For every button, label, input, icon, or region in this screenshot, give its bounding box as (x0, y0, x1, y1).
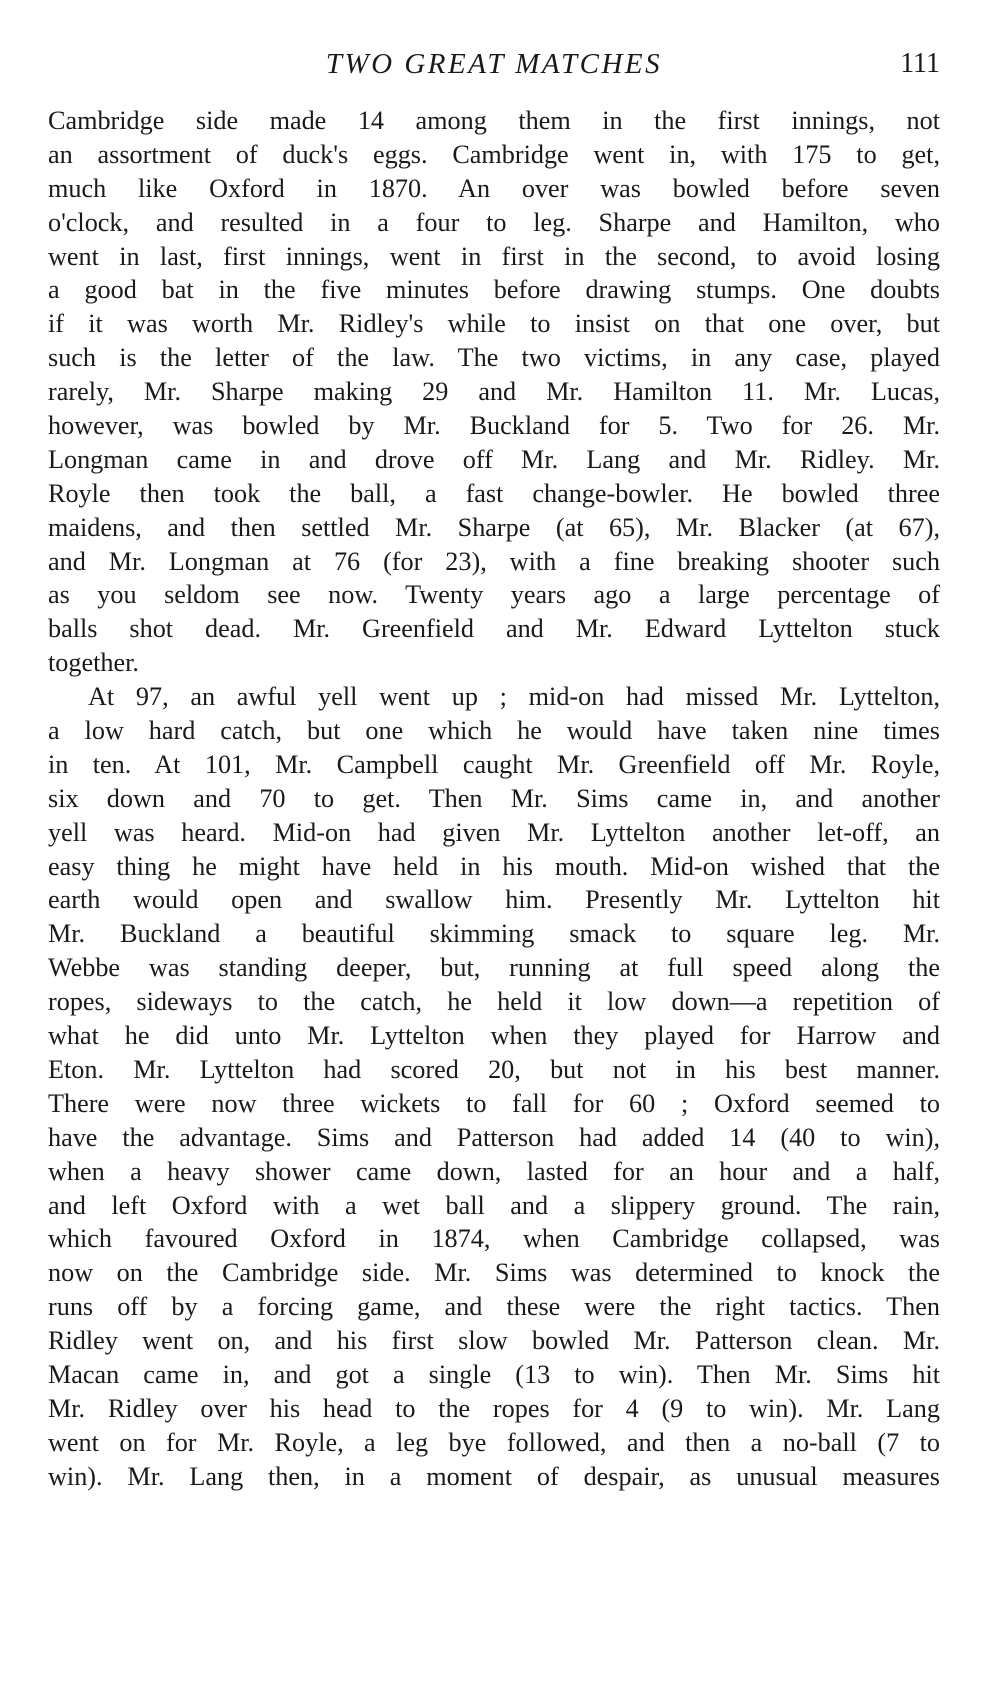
text-line: yell was heard. Mid-on had given Mr. Lyttelton another let-off, an (48, 817, 940, 847)
text-line: rarely, Mr. Sharpe making 29 and Mr. Hamilton 11. Mr. Lucas, (48, 377, 940, 407)
text-line: o'clock, and resulted in a four to leg. Sharpe and Hamilton, who (48, 207, 940, 237)
text-line: earth would open and swallow him. Presently Mr. Lyttelton hit (48, 885, 940, 915)
text-line: much like Oxford in 1870. An over was bowled before seven (48, 173, 940, 203)
text-line: six down and 70 to get. Then Mr. Sims came in, and another (48, 783, 940, 813)
text-line: when a heavy shower came down, lasted for an hour and a half, (48, 1156, 940, 1186)
body-text (48, 104, 940, 1494)
paragraph-2 (48, 680, 940, 1493)
text-line: have the advantage. Sims and Patterson had added 14 (40 to win), (48, 1122, 940, 1152)
text-line: now on the Cambridge side. Mr. Sims was determined to knock the (48, 1258, 940, 1288)
text-line: Webbe was standing deeper, but, running at full speed along the (48, 953, 940, 983)
text-line: in ten. At 101, Mr. Campbell caught Mr. Greenfield off Mr. Royle, (48, 749, 940, 779)
text-line: if it was worth Mr. Ridley's while to insist on that one over, but (48, 309, 940, 339)
text-line: win). Mr. Lang then, in a moment of despair, as unusual measures (48, 1461, 940, 1491)
text-line: went in last, first innings, went in first in the second, to avoid losing (48, 241, 940, 271)
text-line: Ridley went on, and his first slow bowled Mr. Patterson clean. Mr. (48, 1326, 940, 1356)
text-line: Royle then took the ball, a fast change-bowler. He bowled three (48, 478, 940, 508)
text-line: however, was bowled by Mr. Buckland for 5. Two for 26. Mr. (48, 411, 940, 441)
text-line: went on for Mr. Royle, a leg bye followed, and then a no-ball (7 to (48, 1427, 940, 1457)
text-line: maidens, and then settled Mr. Sharpe (at 65), Mr. Blacker (at 67), (48, 512, 940, 542)
text-line: runs off by a forcing game, and these were the right tactics. Then (48, 1292, 940, 1322)
text-line: a good bat in the five minutes before drawing stumps. One doubts (48, 275, 940, 305)
text-line: such is the letter of the law. The two victims, in any case, played (48, 343, 940, 373)
text-line: There were now three wickets to fall for 60 ; Oxford seemed to (48, 1088, 940, 1118)
text-line: Mr. Ridley over his head to the ropes for 4 (9 to win). Mr. Lang (48, 1393, 940, 1423)
text-line: an assortment of duck's eggs. Cambridge went in, with 175 to get, (48, 139, 940, 169)
text-line: Macan came in, and got a single (13 to win). Then Mr. Sims hit (48, 1359, 940, 1389)
text-line: Eton. Mr. Lyttelton had scored 20, but not in his best manner. (48, 1054, 940, 1084)
text-line: ropes, sideways to the catch, he held it low down—a repetition of (48, 987, 940, 1017)
text-line: balls shot dead. Mr. Greenfield and Mr. Edward Lyttelton stuck (48, 614, 940, 644)
text-line: Cambridge side made 14 among them in the first innings, not (48, 106, 940, 135)
text-line: a low hard catch, but one which he would have taken nine times (48, 716, 940, 746)
paragraph-1 (48, 104, 940, 680)
text-line: as you seldom see now. Twenty years ago a large percentage of (48, 580, 940, 610)
text-line: which favoured Oxford in 1874, when Cambridge collapsed, was (48, 1224, 940, 1254)
text-line: At 97, an awful yell went up ; mid-on had missed Mr. Lyttelton, (88, 682, 940, 712)
text-line: what he did unto Mr. Lyttelton when they played for Harrow and (48, 1021, 940, 1051)
running-title: TWO GREAT MATCHES (325, 48, 663, 80)
text-line: and Mr. Longman at 76 (for 23), with a fine breaking shooter such (48, 546, 940, 576)
text-line: Longman came in and drove off Mr. Lang and Mr. Ridley. Mr. (48, 444, 940, 474)
text-line: together. (48, 648, 139, 678)
page-number: 111 (900, 48, 940, 79)
running-head (48, 44, 940, 84)
text-line: and left Oxford with a wet ball and a slippery ground. The rain, (48, 1190, 940, 1220)
text-line: Mr. Buckland a beautiful skimming smack to square leg. Mr. (48, 919, 940, 949)
text-line: easy thing he might have held in his mouth. Mid-on wished that the (48, 851, 940, 881)
